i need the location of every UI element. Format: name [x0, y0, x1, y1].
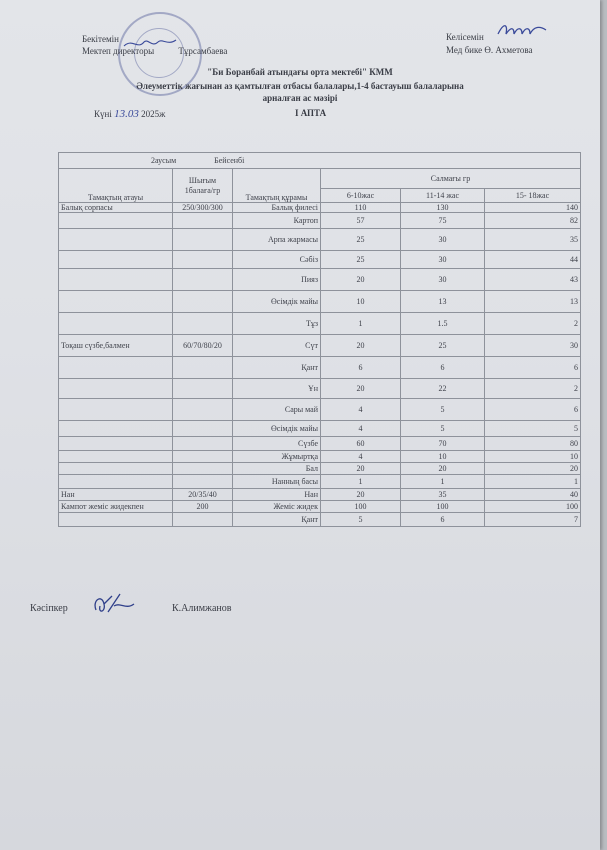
ingredient-name: Картоп [233, 213, 321, 229]
weight-11-14: 70 [401, 437, 485, 451]
dish-name [59, 437, 173, 451]
weight-6-10: 1 [321, 313, 401, 335]
school-title: "Би Боранбай атындағы орта мектебі" КММ [207, 67, 393, 77]
portion-value [173, 269, 233, 291]
table-row [59, 213, 581, 229]
col-age-6-10: 6-10жас [321, 189, 401, 203]
dish-name: Тоқаш сүзбе,балмен [59, 335, 173, 357]
ingredient-name: Ұн [233, 379, 321, 399]
weight-6-10: 57 [321, 213, 401, 229]
weight-6-10: 4 [321, 399, 401, 421]
weight-11-14: 20 [401, 463, 485, 475]
weight-11-14: 22 [401, 379, 485, 399]
entrepreneur-name: К.Алимжанов [172, 603, 232, 614]
weight-15-18: 82 [485, 213, 581, 229]
weight-15-18: 44 [485, 251, 581, 269]
weight-6-10: 4 [321, 421, 401, 437]
col-portion: Шығым 1балаға/гр [173, 169, 233, 203]
weight-15-18: 40 [485, 489, 581, 501]
portion-value [173, 463, 233, 475]
col-age-11-14: 11-14 жас [401, 189, 485, 203]
portion-value [173, 399, 233, 421]
ingredient-name: Нанның басы [233, 475, 321, 489]
table-row [59, 489, 581, 501]
weight-15-18: 6 [485, 357, 581, 379]
weight-6-10: 20 [321, 335, 401, 357]
dish-name: Кампот жеміс жидекпен [59, 501, 173, 513]
table-row [59, 501, 581, 513]
table-row [59, 475, 581, 489]
weight-11-14: 25 [401, 335, 485, 357]
portion-value [173, 437, 233, 451]
ingredient-name: Сүзбе [233, 437, 321, 451]
portion-value [173, 475, 233, 489]
weight-6-10: 20 [321, 489, 401, 501]
weight-6-10: 5 [321, 513, 401, 527]
weight-11-14: 6 [401, 513, 485, 527]
weight-11-14: 30 [401, 229, 485, 251]
table-row [59, 421, 581, 437]
weight-15-18: 2 [485, 313, 581, 335]
ingredient-name: Жеміс жидек [233, 501, 321, 513]
weight-11-14: 5 [401, 421, 485, 437]
entrepreneur-label: Кәсіпкер [30, 603, 68, 614]
ingredient-name: Сүт [233, 335, 321, 357]
weight-6-10: 110 [321, 203, 401, 213]
weight-15-18: 5 [485, 421, 581, 437]
ingredient-name: Қант [233, 357, 321, 379]
dish-name [59, 379, 173, 399]
dish-name: Балық сорпасы [59, 203, 173, 213]
weight-15-18: 140 [485, 203, 581, 213]
menu-table [58, 152, 581, 527]
ingredient-name: Бал [233, 463, 321, 475]
portion-value [173, 313, 233, 335]
weight-6-10: 6 [321, 357, 401, 379]
table-row [59, 335, 581, 357]
weight-15-18: 80 [485, 437, 581, 451]
table-row [59, 463, 581, 475]
portion-value [173, 379, 233, 399]
col-age-15-18: 15- 18жас [485, 189, 581, 203]
approve-label: Бекітемін [82, 34, 119, 44]
portion-value [173, 213, 233, 229]
col-weight: Салмағы гр [321, 169, 581, 189]
weight-15-18: 20 [485, 463, 581, 475]
ingredient-name: Нан [233, 489, 321, 501]
dish-name: Нан [59, 489, 173, 501]
menu-subtitle-1: Әлеуметтік жағынан аз қамтылған отбасы балалары,1-4 бастауыш балаларына [136, 81, 464, 91]
weight-11-14: 1 [401, 475, 485, 489]
ingredient-name: Тұз [233, 313, 321, 335]
weight-6-10: 20 [321, 463, 401, 475]
director-label: Мектеп директоры Тұрсамбаева [82, 46, 228, 56]
table-row [59, 399, 581, 421]
week-label: І АПТА [295, 108, 327, 118]
table-row [59, 451, 581, 463]
weight-6-10: 1 [321, 475, 401, 489]
weight-6-10: 25 [321, 251, 401, 269]
nurse-label: Мед бике Ө. Ахметова [446, 45, 533, 55]
agree-label: Келісемін [446, 32, 484, 42]
ingredient-name: Сары май [233, 399, 321, 421]
dish-name [59, 251, 173, 269]
menu-subtitle-2: арналған ас мәзірі [262, 93, 338, 103]
col-dish-name: Тамақтың атауы [59, 169, 173, 203]
date-line: Күні 13.03 2025ж [94, 108, 166, 120]
portion-value [173, 251, 233, 269]
weight-15-18: 2 [485, 379, 581, 399]
weight-15-18: 7 [485, 513, 581, 527]
dish-name [59, 357, 173, 379]
portion-value: 20/35/40 [173, 489, 233, 501]
dish-name [59, 213, 173, 229]
weight-15-18: 10 [485, 451, 581, 463]
dish-name [59, 513, 173, 527]
weight-11-14: 75 [401, 213, 485, 229]
portion-value [173, 229, 233, 251]
shift-day-row: 2аусым Бейсенбі [59, 153, 581, 169]
ingredient-name: Балық филесі [233, 203, 321, 213]
table-row [59, 437, 581, 451]
weight-11-14: 13 [401, 291, 485, 313]
dish-name [59, 463, 173, 475]
table-row [59, 251, 581, 269]
ingredient-name: Қант [233, 513, 321, 527]
entrepreneur-signature [90, 590, 140, 620]
table-row [59, 291, 581, 313]
portion-value [173, 513, 233, 527]
portion-value: 60/70/80/20 [173, 335, 233, 357]
portion-value: 250/300/300 [173, 203, 233, 213]
dish-name [59, 291, 173, 313]
weight-11-14: 35 [401, 489, 485, 501]
weight-6-10: 10 [321, 291, 401, 313]
portion-value [173, 421, 233, 437]
dish-name [59, 475, 173, 489]
table-row [59, 357, 581, 379]
ingredient-name: Сәбіз [233, 251, 321, 269]
director-signature [122, 34, 178, 54]
portion-value: 200 [173, 501, 233, 513]
portion-value [173, 451, 233, 463]
weight-11-14: 100 [401, 501, 485, 513]
weight-15-18: 6 [485, 399, 581, 421]
ingredient-name: Өсімдік майы [233, 421, 321, 437]
weight-6-10: 100 [321, 501, 401, 513]
dish-name [59, 269, 173, 291]
weight-15-18: 35 [485, 229, 581, 251]
weight-15-18: 30 [485, 335, 581, 357]
table-row [59, 229, 581, 251]
dish-name [59, 313, 173, 335]
weight-11-14: 5 [401, 399, 485, 421]
weight-11-14: 10 [401, 451, 485, 463]
dish-name [59, 421, 173, 437]
table-row [59, 513, 581, 527]
portion-value [173, 291, 233, 313]
weight-6-10: 20 [321, 269, 401, 291]
weight-6-10: 60 [321, 437, 401, 451]
ingredient-name: Жұмыртқа [233, 451, 321, 463]
weight-11-14: 130 [401, 203, 485, 213]
weight-15-18: 13 [485, 291, 581, 313]
weight-11-14: 30 [401, 251, 485, 269]
ingredient-name: Арпа жармасы [233, 229, 321, 251]
col-composition: Тамақтың құрамы [233, 169, 321, 203]
table-row [59, 379, 581, 399]
dish-name [59, 451, 173, 463]
weight-11-14: 6 [401, 357, 485, 379]
table-row [59, 203, 581, 213]
dish-name [59, 399, 173, 421]
weight-6-10: 4 [321, 451, 401, 463]
weight-15-18: 100 [485, 501, 581, 513]
table-row [59, 269, 581, 291]
date-handwritten: 13.03 [114, 108, 139, 120]
weight-11-14: 1.5 [401, 313, 485, 335]
ingredient-name: Өсімдік майы [233, 291, 321, 313]
nurse-signature [496, 20, 548, 40]
table-row [59, 313, 581, 335]
weight-11-14: 30 [401, 269, 485, 291]
portion-value [173, 357, 233, 379]
weight-15-18: 43 [485, 269, 581, 291]
weight-6-10: 20 [321, 379, 401, 399]
weight-6-10: 25 [321, 229, 401, 251]
dish-name [59, 229, 173, 251]
ingredient-name: Пияз [233, 269, 321, 291]
weight-15-18: 1 [485, 475, 581, 489]
